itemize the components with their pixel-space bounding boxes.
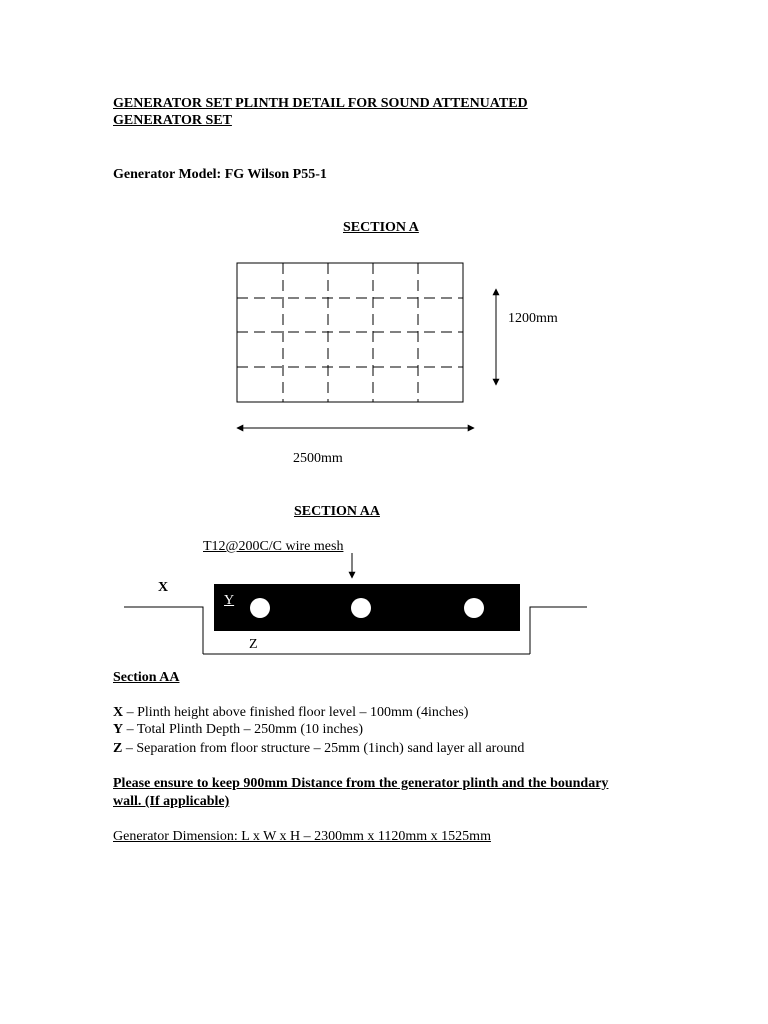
note-line-2: wall. (If applicable) xyxy=(113,794,230,809)
legend-x xyxy=(113,704,468,721)
generator-dimension: Generator Dimension: L x W x H – 2300mm x 1120mm x 1525mm xyxy=(113,829,491,844)
section-a-grid xyxy=(237,263,463,402)
legend-x-key: X xyxy=(113,705,124,720)
rebar-hole xyxy=(351,598,371,618)
y-marker: Y xyxy=(224,593,235,608)
rebar-hole xyxy=(250,598,270,618)
section-aa-drawing xyxy=(124,553,587,654)
legend-z xyxy=(113,740,524,757)
legend-z-text: – Separation from floor structure – 25mm (1inch) sand layer all around xyxy=(122,741,525,756)
width-label: 2500mm xyxy=(293,451,343,466)
note-line-1: Please ensure to keep 900mm Distance from the generator plinth and the boundary xyxy=(113,776,609,791)
heading-line-2: GENERATOR SET xyxy=(113,113,232,128)
section-a-title: SECTION A xyxy=(343,220,419,235)
generator-model: Generator Model: FG Wilson P55-1 xyxy=(113,167,327,182)
legend-y-key: Y xyxy=(113,722,124,737)
height-label: 1200mm xyxy=(508,311,558,326)
section-aa-title: SECTION AA xyxy=(294,504,380,519)
heading-line-1: GENERATOR SET PLINTH DETAIL FOR SOUND ATTENUATED xyxy=(113,96,528,111)
z-marker: Z xyxy=(249,637,258,652)
mesh-label: T12@200C/C wire mesh xyxy=(203,539,344,554)
legend-y-text: – Total Plinth Depth – 250mm (10 inches) xyxy=(123,722,363,737)
x-marker: X xyxy=(158,580,169,595)
legend-y xyxy=(113,721,363,738)
legend-x-text: – Plinth height above finished floor level – 100mm (4inches) xyxy=(123,705,469,720)
rebar-hole xyxy=(464,598,484,618)
legend-z-key: Z xyxy=(113,741,123,756)
legend-title: Section AA xyxy=(113,670,180,685)
